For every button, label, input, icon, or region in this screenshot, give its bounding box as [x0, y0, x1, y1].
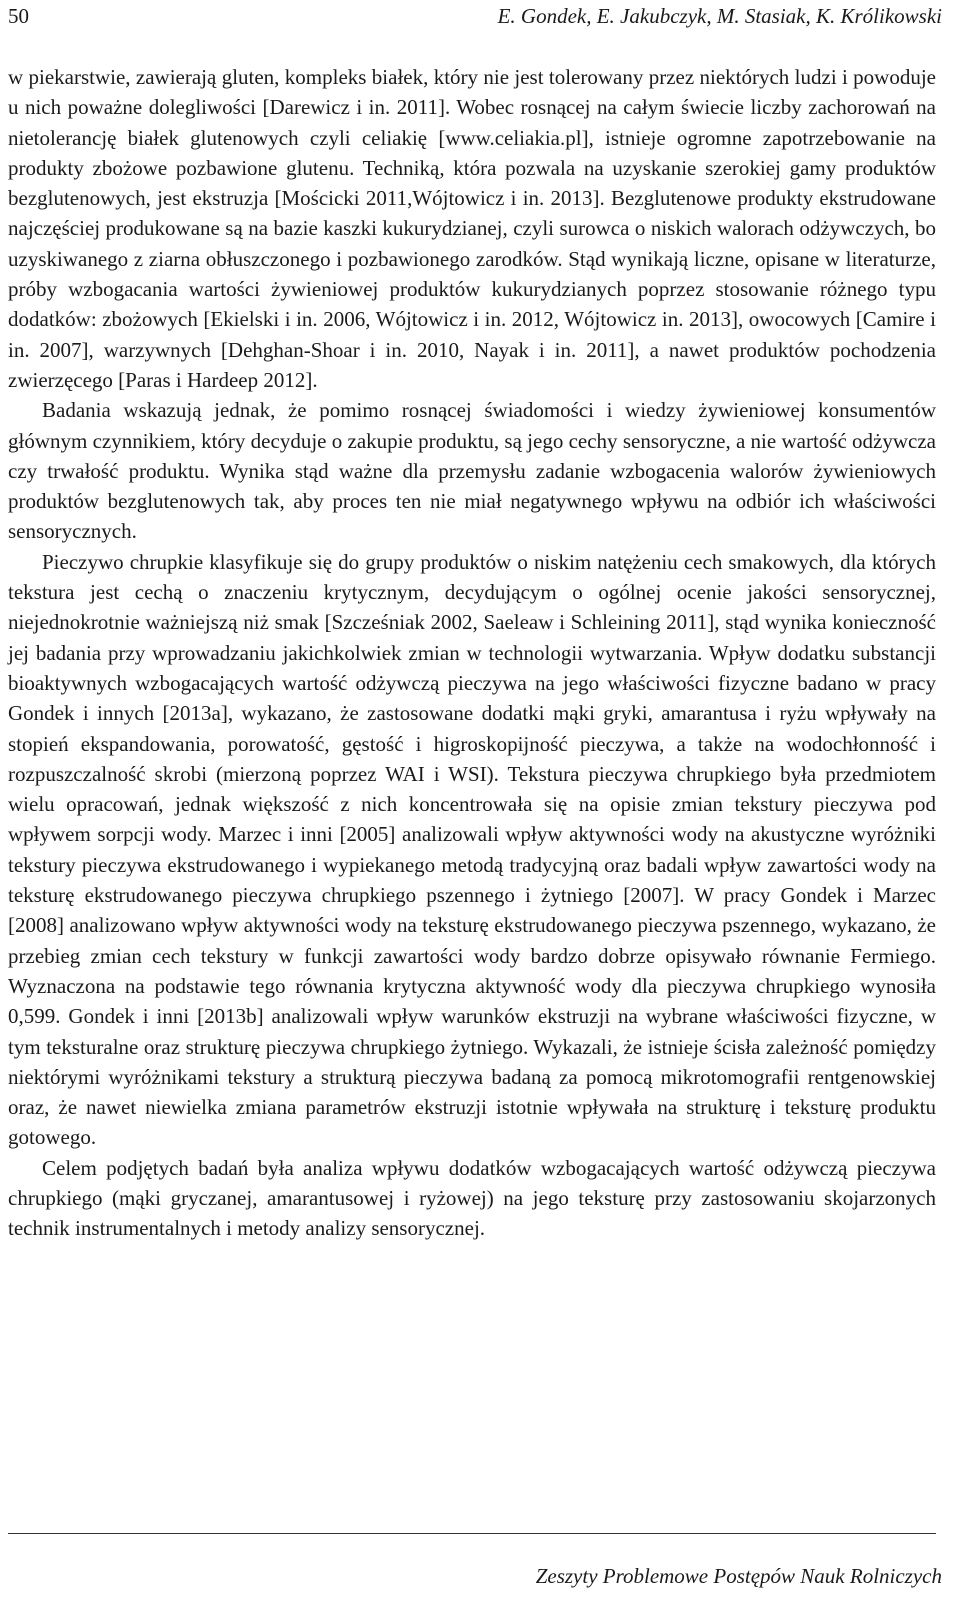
running-header — [8, 2, 942, 32]
article-body — [8, 62, 936, 1244]
paragraph-gluten-extrusion: w piekarstwie, zawierają gluten, kompleks białek, który nie jest tolerowany przez niektórych ludzi i powoduje u nich poważne dolegliwości [Darewicz i in. 2011]. Wobec rosnącej na całym świecie liczby zachorowań na nietolerancję białek glutenowych czyli celiakię [www.celiakia.pl], istnieje ogromne zapotrzebowanie na produkty zbożowe pozbawione glutenu. Techniką, która pozwala na uzyskanie szerokiej gamy produktów bezglutenowych, jest ekstruzja [Mościcki 2011,Wójtowicz i in. 2013]. Bezglutenowe produkty ekstrudowane najczęściej produkowane są na bazie kaszki kukurydzianej, czyli surowca o niskich walorach odżywczych, bo uzyskiwanego z ziarna obłuszczonego i pozbawionego zarodków. Stąd wynikają liczne, opisane w literaturze, próby wzbogacania wartości żywieniowej produktów kukurydzianych poprzez stosowanie różnego typu dodatków: zbożowych [Ekielski i in. 2006, Wójtowicz i in. 2012, Wójtowicz in. 2013], owocowych [Camire i in. 2007], warzywnych [Dehghan-Shoar i in. 2010, Nayak i in. 2011], a nawet produktów pochodzenia zwierzęcego [Paras i Hardeep 2012]. — [8, 65, 936, 392]
page-number: 50 — [8, 4, 29, 28]
header-authors: E. Gondek, E. Jakubczyk, M. Stasiak, K. Królikowski — [497, 4, 942, 28]
paragraph-study-aim: Celem podjętych badań była analiza wpływu dodatków wzbogacających wartość odżywczą pieczywa chrupkiego (mąki gryczanej, amarantusowej i ryżowej) na jego teksturę przy zastosowaniu skojarzonych technik instrumentalnych i metody analizy sensorycznej. — [8, 1155, 936, 1241]
journal-name: Zeszyty Problemowe Postępów Nauk Rolniczych — [535, 1564, 942, 1588]
footer-rule — [8, 1533, 936, 1534]
paragraph-consumer-research: Badania wskazują jednak, że pomimo rosnącej świadomości i wiedzy żywieniowej konsumentów głównym czynnikiem, który decyduje o zakupie produktu, są jego cechy sensoryczne, a nie wartość odżywcza czy trwałość produktu. Wynika stąd ważne dla przemysłu zadanie wzbogacenia walorów żywieniowych produktów bezglutenowych tak, aby proces ten nie miał negatywnego wpływu na odbiór ich właściwości sensorycznych. — [8, 398, 936, 544]
paragraph-crispbread-texture: Pieczywo chrupkie klasyfikuje się do grupy produktów o niskim natężeniu cech smakowych, dla których tekstura jest cechą o znaczeniu krytycznym, decydującym o ogólnej ocenie jakości sensorycznej, niejednokrotnie ważniejszą niż smak [Szcześniak 2002, Saeleaw i Schleining 2011], stąd wynika konieczność jej badania przy wprowadzaniu jakichkolwiek zmian w technologii wytwarzania. Wpływ dodatku substancji bioaktywnych wzbogacających wartość odżywczą pieczywa na jego właściwości fizyczne badano w pracy Gondek i innych [2013a], wykazano, że zastosowane dodatki mąki gryki, amarantusa i ryżu wpływały na stopień ekspandowania, porowatość, gęstość i higroskopijność pieczywa, a także na wodochłonność i rozpuszczalność skrobi (mierzoną poprzez WAI i WSI). Tekstura pieczywa chrupkiego była przedmiotem wielu opracowań, jednak większość z nich koncentrowała się na opisie zmian tekstury pieczywa pod wpływem sorpcji wody. Marzec i inni [2005] analizowali wpływ aktywności wody na akustyczne wyróżniki tekstury pieczywa ekstrudowanego i wypiekanego metodą tradycyjną oraz badali wpływ zawartości wody na teksturę ekstrudowanego pieczywa chrupkiego pszennego i żytniego [2007]. W pracy Gondek i Marzec [2008] analizowano wpływ aktywności wody na teksturę ekstrudowanego pieczywa pszennego, wykazano, że przebieg zmian cech tekstury w funkcji zawartości wody bardzo dobrze opisywało równanie Fermiego. Wyznaczona na podstawie tego równania krytyczna aktywność wody dla pieczywa chrupkiego wynosiła 0,599. Gondek i inni [2013b] analizowali wpływ warunków ekstruzji na wybrane właściwości fizyczne, w tym teksturalne oraz strukturę pieczywa chrupkiego żytniego. Wykazali, że istnieje ścisła zależność pomiędzy niektórymi wyróżnikami tekstury a strukturą pieczywa badaną za pomocą mikrotomografii rentgenowskiej oraz, że nawet niewielka zmiana parametrów ekstruzji istotnie wpływała na strukturę i teksturę produktu gotowego. — [8, 549, 936, 1150]
